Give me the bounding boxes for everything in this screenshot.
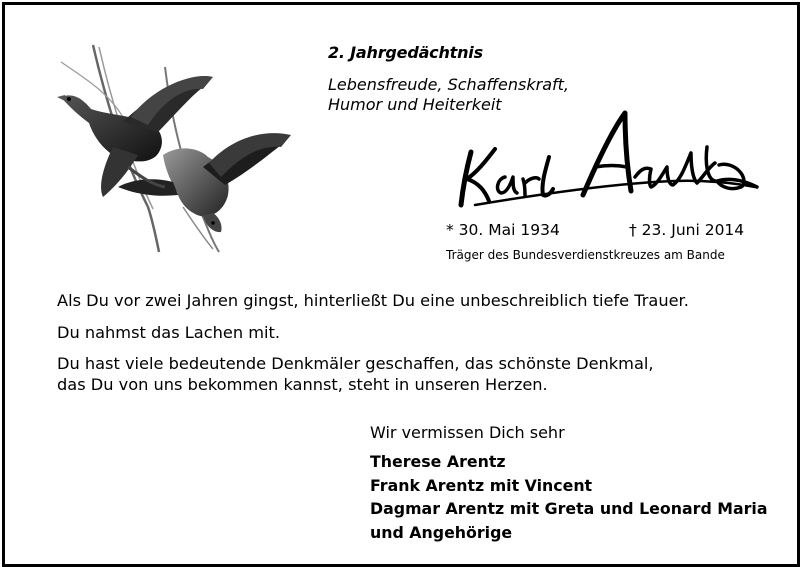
closing-line: Wir vermissen Dich sehr — [370, 423, 565, 442]
motto-line: Humor und Heiterkeit — [328, 95, 502, 114]
birth-date: * 30. Mai 1934 — [446, 221, 560, 239]
death-date: † 23. Juni 2014 — [629, 221, 745, 239]
mourners-list — [370, 450, 768, 544]
mourner-name: und Angehörige — [370, 522, 513, 542]
paragraph-line: Du hast viele bedeutende Denkmäler geschaffen, das schönste Denkmal, — [57, 354, 654, 373]
mourner-name: Dagmar Arentz mit Greta und Leonard Maria — [370, 499, 768, 518]
obituary-card — [2, 2, 800, 567]
mourner-name: Therese Arentz — [370, 452, 506, 471]
flying-ducks-sculpture-icon — [53, 37, 293, 262]
paragraph-line: Du nahmst das Lachen mit. — [57, 323, 280, 342]
motto-line: Lebensfreude, Schaffenskraft, — [328, 75, 570, 94]
mourner-name: Frank Arentz mit Vincent — [370, 475, 593, 495]
paragraph-line: Als Du vor zwei Jahren gingst, hinterließt Du eine unbeschreiblich tiefe Trauer. — [57, 291, 689, 310]
anniversary-title: 2. Jahrgedächtnis — [328, 43, 483, 62]
paragraph-1 — [57, 290, 689, 311]
paragraph-3 — [57, 353, 654, 395]
paragraph-line: das Du von uns bekommen kannst, steht in unseren Herzen. — [57, 375, 548, 394]
award-note: Träger des Bundesverdienstkreuzes am Bande — [446, 248, 725, 262]
paragraph-2 — [57, 322, 280, 343]
handwritten-signature — [445, 87, 765, 209]
